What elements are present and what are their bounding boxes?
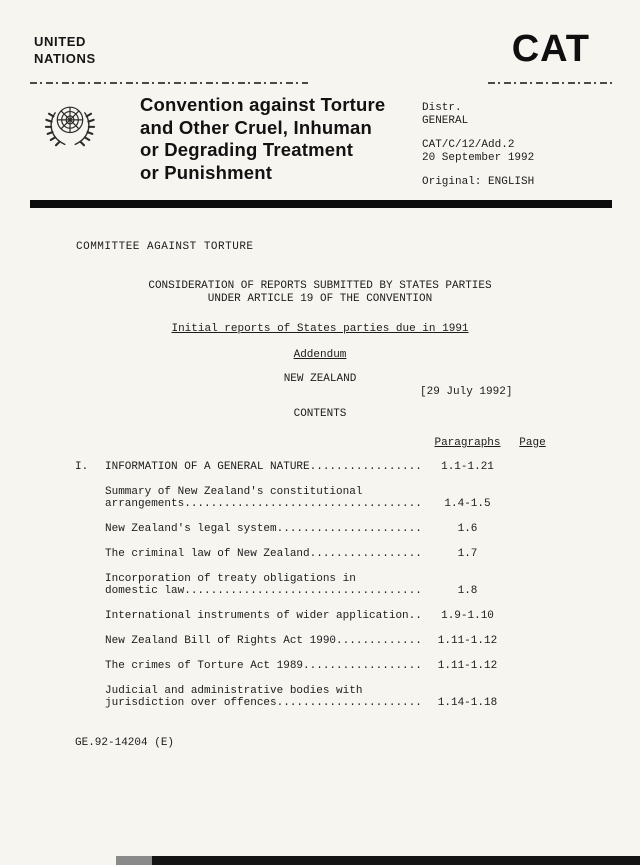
toc-item-general-information (75, 461, 555, 473)
page-column-header: Page (519, 437, 546, 449)
toc-entry-paragraphs: 1.14-1.18 (437, 697, 498, 709)
country-name: NEW ZEALAND (283, 373, 357, 385)
toc-entry-paragraphs: 1.8 (457, 585, 478, 597)
consideration-heading-line1: CONSIDERATION OF REPORTS SUBMITTED BY STATES PARTIES (148, 280, 492, 292)
original-language: Original: ENGLISH (422, 176, 535, 188)
toc-entry-text: jurisdiction over offences...................... (105, 697, 422, 709)
toc-entry-page (510, 523, 555, 535)
document-title-line3: or Degrading Treatment (140, 139, 354, 160)
paragraphs-column-header: Paragraphs (434, 437, 501, 449)
emblem-container (42, 94, 140, 189)
toc-entry-page (510, 660, 555, 672)
toc-entry-paragraphs: 1.11-1.12 (437, 635, 498, 647)
document-series-symbol: CAT (511, 28, 590, 70)
date-received: [29 July 1992] (420, 386, 513, 398)
toc-item-bill-of-rights (75, 635, 555, 647)
toc-item-international-instruments (75, 610, 555, 622)
toc-entry-text: The crimes of Torture Act 1989.................. (105, 660, 422, 672)
united-nations-line1: UNITED (34, 34, 86, 49)
toc-entry-text: New Zealand's legal system...................... (105, 523, 422, 535)
table-of-contents (75, 461, 555, 709)
toc-item-crimes-of-torture-act (75, 660, 555, 672)
ge-reference: GE.92-14204 (E) (75, 737, 175, 749)
contents-heading: CONTENTS (293, 408, 347, 420)
toc-entry-paragraphs: 1.7 (457, 548, 478, 560)
document-symbol: CAT/C/12/Add.2 (422, 139, 515, 151)
document-info-block (422, 94, 610, 189)
toc-entry-paragraphs: 1.4-1.5 (444, 498, 491, 510)
toc-item-judicial-bodies (75, 685, 555, 709)
document-header (0, 84, 640, 189)
toc-entry-page (510, 498, 555, 510)
document-title-line4: or Punishment (140, 161, 273, 183)
scan-edge-artifact-chip (116, 856, 152, 865)
document-title-line2: and Other Cruel, Inhuman (140, 116, 372, 138)
distr-value: GENERAL (422, 115, 469, 127)
toc-item-legal-system (75, 523, 555, 535)
addendum-label: Addendum (293, 349, 347, 361)
toc-entry-paragraphs: 1.9-1.10 (441, 610, 494, 622)
masthead-rule-left (30, 82, 308, 84)
toc-item-treaty-obligations (75, 573, 555, 597)
un-emblem-icon (42, 98, 98, 154)
toc-entry-page (510, 610, 555, 622)
document-title (140, 94, 422, 189)
contents-column-headers (75, 437, 555, 449)
consideration-heading (0, 280, 640, 306)
toc-entry-text: New Zealand Bill of Rights Act 1990............. (105, 635, 422, 647)
document-date: 20 September 1992 (422, 152, 535, 164)
toc-entry-text: INFORMATION OF A GENERAL NATURE................. (105, 461, 422, 473)
masthead-rule-right (488, 82, 612, 84)
toc-entry-text: Incorporation of treaty obligations in (105, 573, 356, 585)
toc-item-criminal-law (75, 548, 555, 560)
toc-section-number: I. (75, 461, 89, 473)
toc-entry-paragraphs: 1.6 (457, 523, 478, 535)
document-title-line1: Convention against Torture (140, 94, 386, 115)
toc-entry-text: arrangements.................................... (105, 498, 422, 510)
scan-edge-artifact-bar (152, 856, 640, 865)
masthead (0, 0, 640, 70)
committee-heading: COMMITTEE AGAINST TORTURE (76, 241, 254, 253)
toc-entry-text: domestic law.................................... (105, 585, 422, 597)
toc-entry-page (510, 635, 555, 647)
toc-entry-text: Judicial and administrative bodies with (105, 685, 363, 697)
toc-entry-paragraphs: 1.1-1.21 (441, 461, 494, 473)
toc-entry-text: Summary of New Zealand's constitutional (105, 486, 363, 498)
toc-entry-text: International instruments of wider application.. (105, 610, 422, 622)
distr-label: Distr. (422, 102, 462, 114)
united-nations-line2: NATIONS (34, 51, 96, 66)
toc-entry-page (510, 461, 555, 473)
toc-entry-page (510, 548, 555, 560)
toc-item-constitutional-arrangements (75, 486, 555, 510)
report-subtitle: Initial reports of States parties due in 1991 (171, 323, 469, 335)
toc-entry-page (510, 585, 555, 597)
toc-entry-text: The criminal law of New Zealand................. (105, 548, 422, 560)
united-nations-label (34, 33, 96, 67)
header-divider (30, 200, 612, 208)
toc-entry-paragraphs: 1.11-1.12 (437, 660, 498, 672)
consideration-heading-line2: UNDER ARTICLE 19 OF THE CONVENTION (207, 293, 433, 305)
toc-entry-page (510, 697, 555, 709)
